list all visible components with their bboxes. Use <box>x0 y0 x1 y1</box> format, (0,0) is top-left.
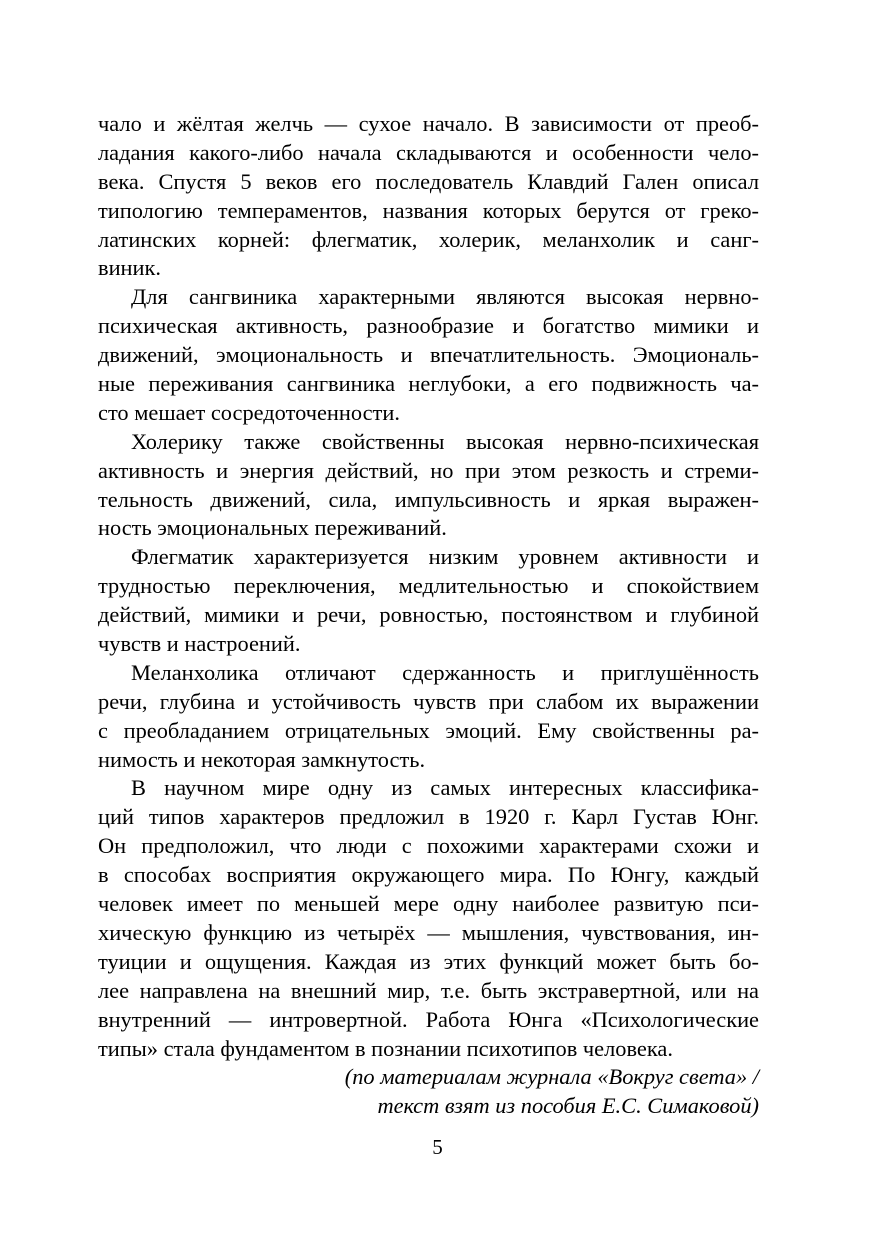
text-line: активность и энергия действий, но при этом резкость и стреми- <box>98 457 759 483</box>
text-line: ность эмоциональных переживаний. <box>98 515 447 541</box>
text-line: типологию темпераментов, названия которых берутся от греко- <box>98 197 759 223</box>
paragraph-start-line: В научном мире одну из самых интересных классифика- <box>131 775 759 801</box>
source-citation-line: текст взят из пособия Е.С. Симаковой) <box>377 1093 759 1119</box>
text-line: ладания какого-либо начала складываются и особенности чело- <box>98 139 759 165</box>
text-line: чало и жёлтая желчь — сухое начало. В зависимости от преоб- <box>98 111 759 136</box>
text-line: туиции и ощущения. Каждая из этих функций может быть бо- <box>98 948 759 974</box>
text-line: чувств и настроений. <box>98 631 301 657</box>
text-line: сто мешает сосредоточенности. <box>98 399 400 425</box>
text-line: нимость и некоторая замкнутость. <box>98 746 426 772</box>
text-line: лее направлена на внешний мир, т.е. быть экстравертной, или на <box>98 977 759 1003</box>
source-citation-line: (по материалам журнала «Вокруг света» / <box>344 1064 759 1090</box>
paragraph-start-line: Холерику также свойственны высокая нервно-психическая <box>131 428 759 454</box>
text-line: психическая активность, разнообразие и богатство мимики и <box>98 313 759 339</box>
text-line: ные переживания сангвиника неглубоки, а его подвижность ча- <box>98 371 759 397</box>
body-text <box>98 110 759 1121</box>
page-number: 5 <box>432 1135 443 1159</box>
text-line: виник. <box>98 255 161 281</box>
text-line: человек имеет по меньшей мере одну наиболее развитую пси- <box>98 891 759 917</box>
text-line: в способах восприятия окружающего мира. По Юнгу, каждый <box>98 862 759 888</box>
paragraph-start-line: Меланхолика отличают сдержанность и приглушённость <box>131 659 759 685</box>
paragraph-start-line: Для сангвиника характерными являются высокая нервно- <box>131 284 759 310</box>
text-line: века. Спустя 5 веков его последователь Клавдий Гален описал <box>98 168 759 194</box>
text-line: внутренний — интровертной. Работа Юнга «Психологические <box>98 1006 759 1032</box>
text-line: ций типов характеров предложил в 1920 г. Карл Густав Юнг. <box>98 804 759 830</box>
text-line: латинских корней: флегматик, холерик, меланхолик и санг- <box>98 226 759 252</box>
text-line: движений, эмоциональность и впечатлительность. Эмоциональ- <box>98 342 759 368</box>
text-line: хическую функцию из четырёх — мышления, чувствования, ин- <box>98 919 759 945</box>
text-line: Он предположил, что люди с похожими характерами схожи и <box>98 833 759 859</box>
paragraph-start-line: Флегматик характеризуется низким уровнем активности и <box>131 544 759 570</box>
text-line: тельность движений, сила, импульсивность и яркая выражен- <box>98 486 759 512</box>
text-line: речи, глубина и устойчивость чувств при слабом их выражении <box>98 688 759 714</box>
text-line: действий, мимики и речи, ровностью, постоянством и глубиной <box>98 602 759 628</box>
text-line: типы» стала фундаментом в познании психотипов человека. <box>98 1035 673 1061</box>
text-line: с преобладанием отрицательных эмоций. Ему свойственны ра- <box>98 717 759 743</box>
text-line: трудностью переключения, медлительностью и спокойствием <box>98 573 759 599</box>
